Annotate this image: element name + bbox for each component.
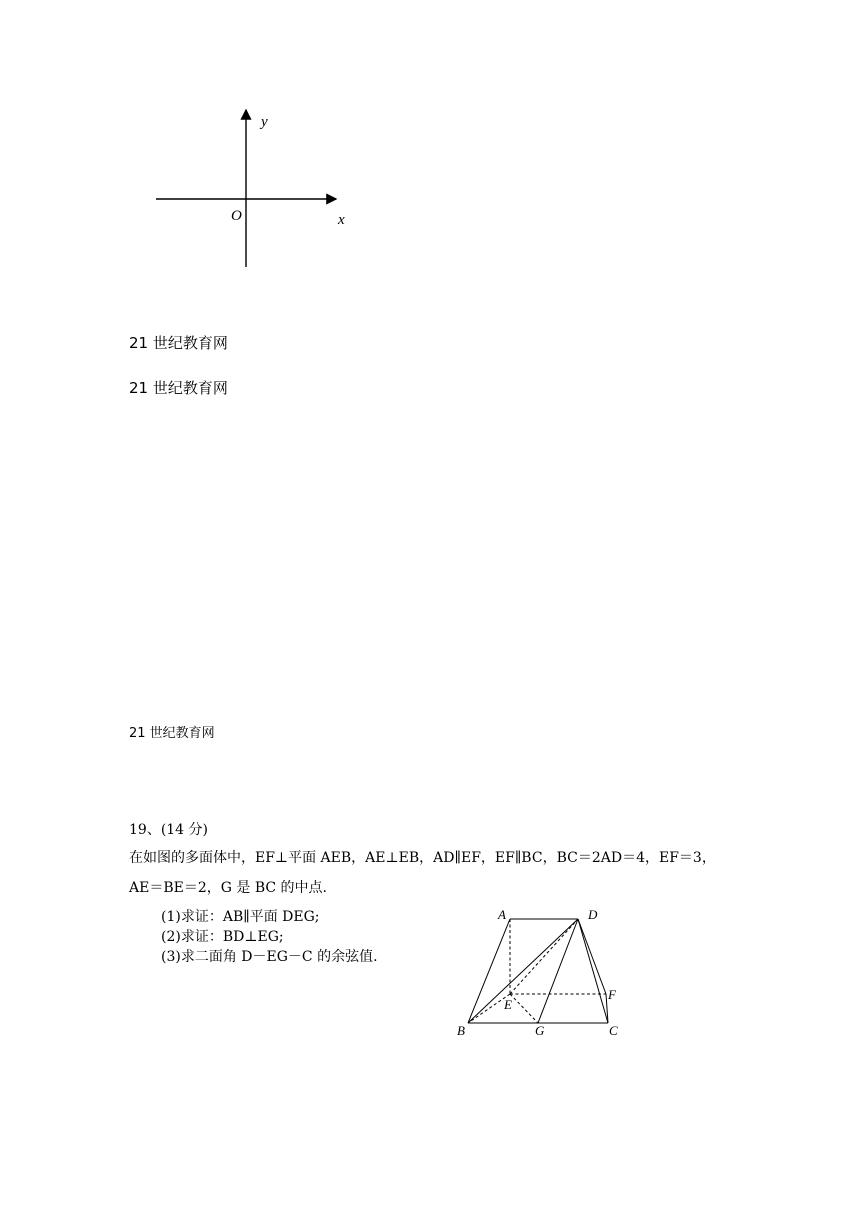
coordinate-axes-figure [150, 100, 360, 275]
problem-part-1: (1)求证：AB∥平面 DEG; [161, 909, 320, 925]
vertex-label-A: A [498, 907, 506, 922]
edge-DC [578, 919, 608, 1023]
origin-label: O [231, 208, 242, 224]
vertex-label-D: D [588, 907, 598, 922]
edge-DF [578, 919, 606, 994]
edge-DG [538, 919, 578, 1023]
problem-statement-line-1: 在如图的多面体中，EF⊥平面 AEB，AE⊥EB，AD∥EF，EF∥BC，BC＝2AD＝4，EF＝3， [129, 850, 716, 866]
x-axis-label: x [338, 212, 345, 228]
vertex-label-C: C [609, 1023, 618, 1038]
vertex-label-E: E [504, 997, 512, 1012]
problem-part-3: (3)求二面角 D－EG－C 的余弦值. [161, 949, 378, 965]
problem-header: 19、(14 分) [129, 822, 209, 838]
edge-EG [510, 994, 538, 1023]
watermark-2: 21 世纪教育网 [129, 379, 228, 397]
problem-part-2: (2)求证：BD⊥EG; [161, 929, 284, 945]
vertex-label-F: F [608, 987, 616, 1002]
problem-statement-line-2: AE＝BE＝2，G 是 BC 的中点. [129, 880, 327, 896]
watermark-1: 21 世纪教育网 [129, 334, 228, 352]
edge-ED [510, 919, 578, 994]
y-axis-label: y [261, 114, 268, 130]
vertex-label-B: B [457, 1023, 465, 1038]
watermark-3: 21 世纪教育网 [129, 726, 215, 741]
vertex-label-G: G [535, 1023, 545, 1038]
polyhedron-figure [450, 900, 630, 1045]
